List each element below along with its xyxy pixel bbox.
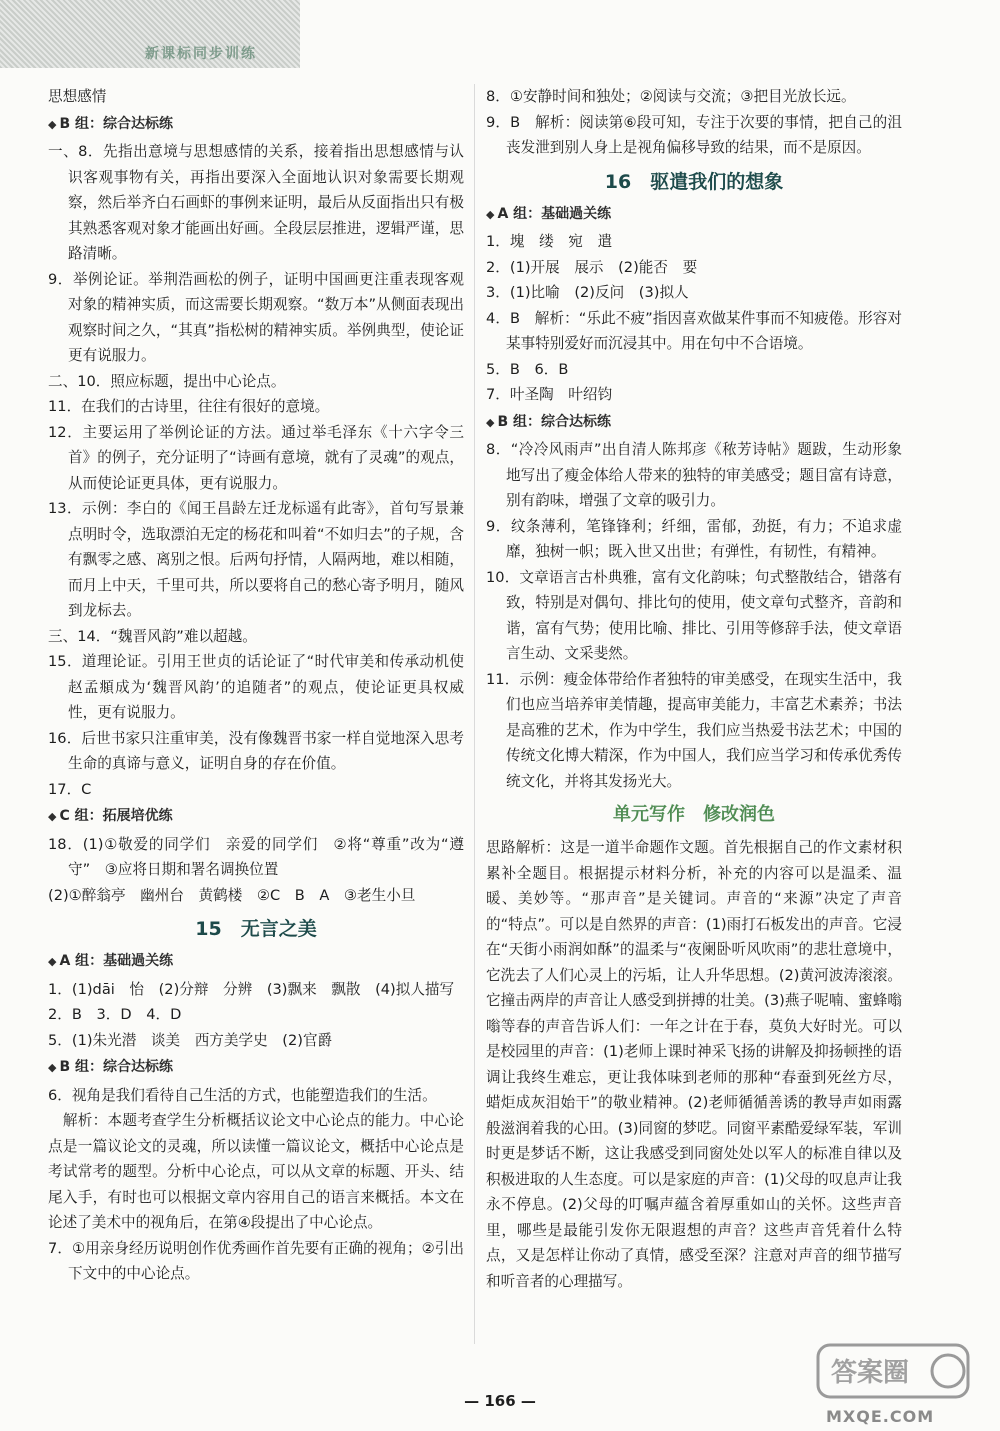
answer-item: 2．(1)开展 展示 (2)能否 要 (486, 258, 698, 276)
diamond-icon: ◆ (48, 1061, 57, 1074)
exercise-group-label (48, 112, 464, 138)
answer-item: 1．塊 缕 宛 遣 (486, 233, 613, 250)
answer-item: 8．①安静时间和独处；②阅读与交流；③把目光放长远。 (486, 88, 856, 105)
answer-item: 4．B 解析：“乐此不疲”指因喜欢做某件事而不知疲倦。形容对某事特别爱好而沉浸其中。用在句中不合语境。 (486, 309, 902, 352)
answer-item: 9．举例论证。举荆浩画松的例子，证明中国画更注重表现客观对象的精神实质，而这需要长期观察。“数万本”从侧面表现出观察时间之久，“其真”指松树的精神实质。举例典型，使论证更有说服力。 (48, 270, 464, 364)
answer-item: 5．(1)朱光潜 谈美 西方美学史 (2)官爵 (48, 1031, 333, 1049)
answer-item: 7．①用亲身经历说明创作优秀画作首先要有正确的视角；②引出下文中的中心论点。 (48, 1239, 464, 1282)
answer-item: 7．叶圣陶 叶绍钧 (486, 386, 613, 403)
answer-item: 9．B 解析：阅读第⑥段可知，专注于次要的事情，把自己的沮丧发泄到别人身上是视角偏移导致的结果，而不是原因。 (486, 113, 902, 156)
answer-item: 10．文章语言古朴典雅，富有文化韵味；句式整散结合，错落有致，特别是对偶句、排比句的使用，使文章句式整齐，音韵和谐，富有气势；使用比喻、排比、引用等修辞手法，使文章语言生动、文采斐然。 (486, 568, 902, 662)
answer-item: 2．B 3．D 4．D (48, 1006, 182, 1023)
left-column (48, 84, 464, 1287)
section-title: 16 驱遣我们的想象 (604, 170, 784, 193)
answer-item: 1．(1)dāi 怡 (2)分辩 分辨 (3)飘来 飘散 (4)拟人描写 (48, 980, 455, 998)
answer-item: 9．纹条薄利，笔锋锋利；纤细，雷郁，劲挺，有力；不追求虚靡，独树一帜；既入世又出世；有弹性，有韧性，有精神。 (486, 517, 902, 560)
right-column (486, 84, 902, 1294)
answer-item: 5．B 6．B (486, 360, 569, 378)
answer-item: 解析：本题考查学生分析概括议论文中心论点的能力。中心论点是一篇议论文的灵魂，所以读懂一篇议论文，概括中心论点是考试常考的题型。分析中心论点，可以从文章的标题、开头、结尾入手，有时也可以根据文章内容用自己的语言来概括。本文在论述了美术中的视角后，在第④段提出了中心论点。 (48, 1112, 464, 1231)
diamond-icon: ◆ (486, 415, 495, 429)
diamond-icon: ◆ (48, 955, 57, 968)
answer-item: 6．视角是我们看待自己生活的方式，也能塑造我们的生活。 (48, 1086, 437, 1104)
answer-item: 思想感情 (48, 88, 107, 105)
answer-item: 11．示例：瘦金体带给作者独特的审美感受，在现实生活中，我们也应当培养审美情趣，提高审美能力，丰富艺术素养；书法是高雅的艺术，作为中学生，我们应当热爱书法艺术；中国的传统文化博大精深，作为中国人，我们应当学习和传承优秀传统文化，并将其发扬光大。 (486, 670, 902, 790)
exercise-group-label (486, 410, 902, 436)
answer-item: 3．(1)比喻 (2)反问 (3)拟人 (486, 284, 689, 301)
group-label-text: A 组：基础過关练 (497, 205, 612, 222)
group-label-text: B 组：综合达标练 (59, 1059, 174, 1075)
answer-item: 16．后世书家只注重审美，没有像魏晋书家一样自觉地深入思考生命的真谛与意义，证明自身的存在价值。 (48, 729, 464, 772)
exercise-group-label (48, 949, 464, 975)
exercise-group-label (48, 804, 464, 830)
answer-item: 12．主要运用了举例论证的方法。通过举毛泽东《十六字令三首》的例子，充分证明了“诗画有意境，就有了灵魂”的观点，从而使论证更具体，更有说服力。 (48, 423, 464, 492)
answer-item: 18．(1)①敬爱的同学们 亲爱的同学们 ②将“尊重”改为“遵守” ③应将日期和署名调换位置 (48, 835, 464, 878)
watermark-text: MXQE.COM (826, 1407, 935, 1426)
answer-item: 三、14．“魏晋风韵”难以超越。 (48, 627, 257, 645)
section-title: 单元写作 修改润色 (613, 804, 775, 825)
exercise-group-label (48, 1055, 464, 1081)
group-label-text: A 组：基础過关练 (59, 953, 174, 969)
answer-item: 11．在我们的古诗里，往往有很好的意境。 (48, 398, 330, 415)
group-label-text: C 组：拓展培优练 (59, 808, 173, 824)
answer-item: 17．C (48, 780, 92, 798)
page-number: — 166 — (464, 1392, 536, 1410)
answer-item: 一、8．先指出意境与思想感情的关系，接着指出思想感情与认识客观事物有关，再指出要深入全面地认识对象需要长期观察，然后举齐白石画虾的事例来证明，最后从反面指出只有极其熟悉客观对象才能画出好画。全段层层推进，逻辑严谨，思路清晰。 (48, 143, 464, 262)
section-title: 15 无言之美 (195, 918, 317, 940)
watermark-circle (932, 1355, 964, 1387)
diamond-icon: ◆ (48, 117, 57, 131)
group-label-text: B 组：综合达标练 (497, 413, 612, 430)
answer-item: 15．道理论证。引用王世贞的话论证了“时代审美和传承动机使赵孟頫成为‘魏晋风韵’的追随者”的观点，使论证更具权威性，更有说服力。 (48, 653, 464, 721)
answer-item: (2)①醉翁亭 幽州台 黄鹤楼 ②C B A ③老生小旦 (48, 886, 416, 904)
answer-item: 13．示例：李白的《闻王昌龄左迁龙标遥有此寄》，首句写景兼点明时令，选取漂泊无定的杨花和叫着“不如归去”的子规，含有飘零之感、离别之恨。后两句抒情，人隔两地，难以相随，而月上中天，千里可共，所以要将自己的愁心寄予明月，随风到龙标去。 (48, 500, 464, 619)
exercise-group-label (486, 202, 902, 228)
header-title: 新课标同步训练 (145, 46, 257, 62)
answer-item: 8．“冷冷风雨声”出自清人陈邦彦《秾芳诗帖》题跋，生动形象地写出了瘦金体给人带来的独特的审美感受；题目富有诗意，别有韵味，增强了文章的吸引力。 (486, 441, 902, 509)
diamond-icon: ◆ (486, 207, 495, 221)
column-divider (474, 84, 475, 1344)
answer-item: 二、10．照应标题，提出中心论点。 (48, 372, 286, 390)
group-label-text: B 组：综合达标练 (59, 115, 174, 132)
answer-item: 思路解析：这是一道半命题作文题。首先根据自己的作文素材积累补全题目。根据提示材料分析，补充的内容可以是温柔、温暖、美妙等。“那声音”是关键词。声音的“来源”决定了声音的“特点”。可以是自然界的声音：(1)雨打石板发出的声音。它浸在“天街小雨润如酥”的温柔与“夜阑卧听风吹雨”的悲壮意境中，它洗去了人们心灵上的污垢，让人升华思想。(2)黄河波涛滚滚。它撞击两岸的声音让人感受到拼搏的壮美。(3)燕子呢喃、蜜蜂嗡嗡等春的声音告诉人们：一年之计在于春，莫负大好时光。可以是校园里的声音：(1)老师上课时神采飞扬的讲解及抑扬顿挫的语调让我终生难忘，更让我体味到老师的那种“春蚕到死丝方尽，蜡炬成灰泪始干”的敬业精神。(2)老师循循善诱的教导声如雨露般滋润着我的心田。(3)同窗的梦呓。同窗平素酷爱绿军装，军训时更是梦话不断，这让我感受到同窗处处以军人的标准自律以及积极进取的人生态度。可以是家庭的声音：(1)父母的叹息声让我永不停息。(2)父母的叮嘱声蕴含着厚重如山的关怀。这些声音里，哪些是最能引发你无限遐想的声音？这些声音凭着什么特点，又是怎样让你动了真情，感受至深？注意对声音的细节描写和听音者的心理描写。 (486, 839, 902, 1290)
watermark-logo-text: 答案圈 (830, 1358, 910, 1388)
diamond-icon: ◆ (48, 810, 57, 823)
